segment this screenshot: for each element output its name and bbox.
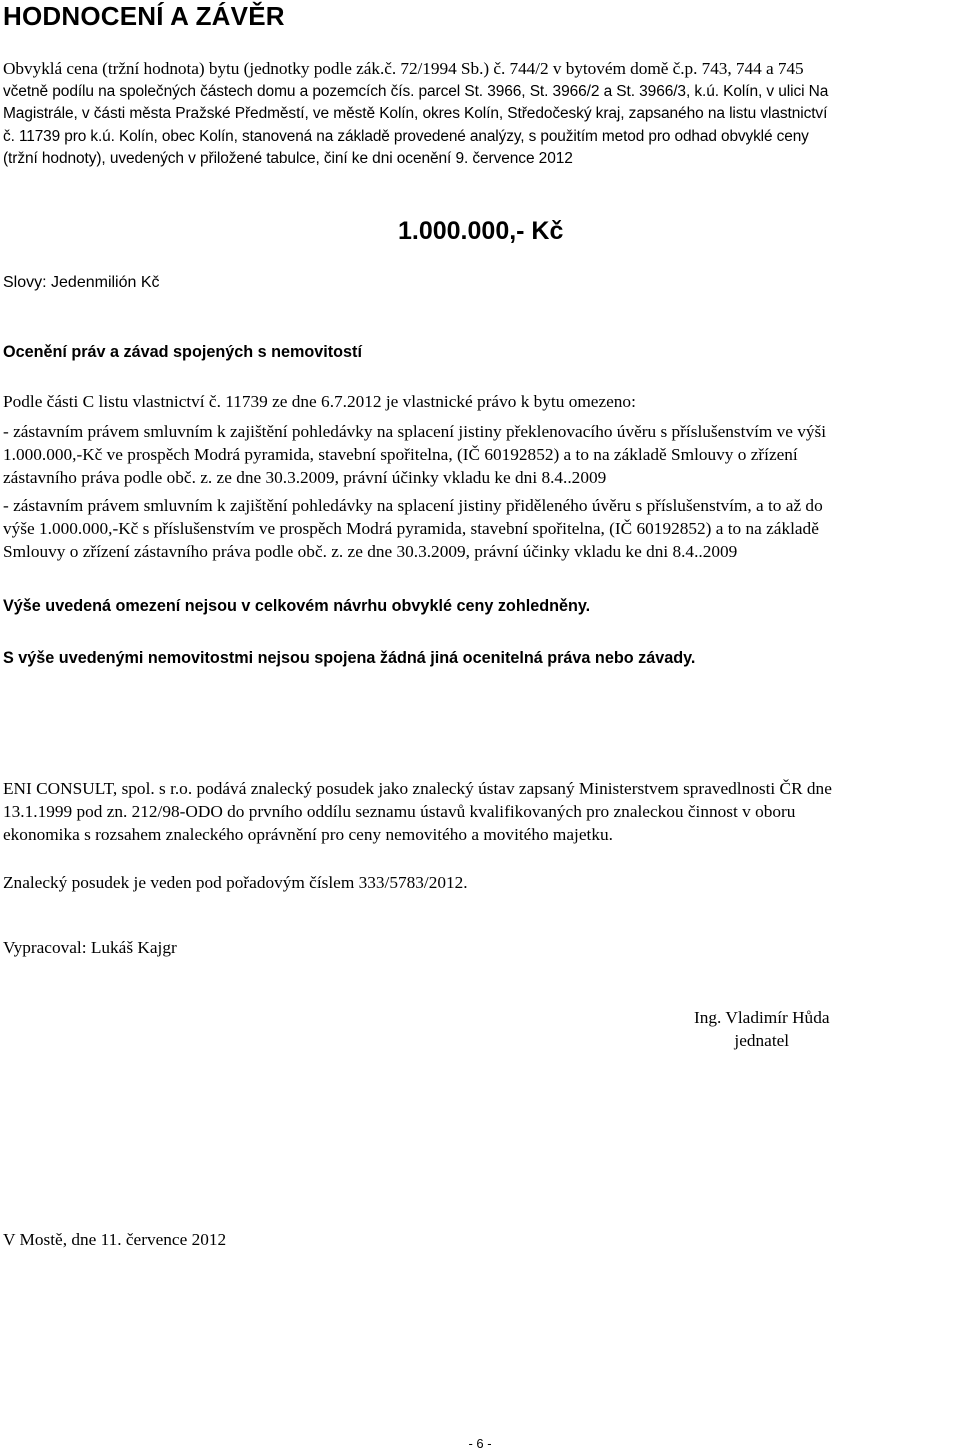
prepared-by: Vypracoval: Lukáš Kajgr xyxy=(3,938,177,957)
register-line: Znalecký posudek je veden pod pořadovým číslem 333/5783/2012. xyxy=(3,873,468,892)
paragraph-line: ekonomika s rozsahem znaleckého oprávnění pro ceny nemovitého a movitého majetku. xyxy=(3,825,613,844)
paragraph-line: včetně podílu na společných částech domu a pozemcích čís. parcel St. 3966, St. 3966/2 a St. 3966/3, k.ú. Kolín, v ulici Na xyxy=(3,82,829,100)
page-title: HODNOCENÍ A ZÁVĚR xyxy=(3,1,285,31)
signature-block xyxy=(694,1006,830,1052)
paragraph-line: - zástavním právem smluvním k zajištění pohledávky na splacení jistiny přiděleného úvěru s příslušenstvím, a to až do xyxy=(3,496,823,515)
amount-in-words: Slovy: Jedenmilión Kč xyxy=(3,274,160,291)
paragraph-line: 1.000.000,-Kč ve prospěch Modrá pyramida, stavební spořitelna, (IČ 60192852) a to na základě Smlouvy o zřízení xyxy=(3,445,798,464)
paragraph-line: (tržní hodnoty), uvedených v přiložené tabulce, činí ke dni ocenění 9. července 2012 xyxy=(3,150,573,167)
page-number: - 6 - xyxy=(468,1436,492,1451)
paragraph-line: Smlouvy o zřízení zástavního práva podle obč. z. ze dne 30.3.2009, právní účinky vkladu ke dni 8.4..2009 xyxy=(3,542,738,561)
signer-name: Ing. Vladimír Hůda xyxy=(694,1008,830,1027)
paragraph-line: č. 11739 pro k.ú. Kolín, obec Kolín, stanovená na základě provedené analýzy, s použitím metod pro odhad obvyklé ceny xyxy=(3,127,809,145)
paragraph-line: výše 1.000.000,-Kč s příslušenstvím ve prospěch Modrá pyramida, stavební spořitelna, (IČ 60192852) a to na základě xyxy=(3,519,819,538)
paragraph-line: Magistrále, v části města Pražské Předměstí, ve městě Kolín, okres Kolín, Středočeský kraj, zapsaného na listu vlastnictví xyxy=(3,105,828,122)
rights-intro: Podle části C listu vlastnictví č. 11739 ze dne 6.7.2012 je vlastnické právo k bytu omezeno: xyxy=(3,392,636,411)
place-and-date: V Mostě, dne 11. července 2012 xyxy=(3,1230,227,1249)
valuation-amount: 1.000.000,- Kč xyxy=(398,217,564,245)
rights-heading: Ocenění práv a závad spojených s nemovitostí xyxy=(3,343,362,361)
paragraph-line: zástavního práva podle obč. z. ze dne 30.3.2009, právní účinky vkladu ke dni 8.4..2009 xyxy=(3,468,607,487)
valuation-paragraph xyxy=(3,58,959,171)
signer-role: jednatel xyxy=(734,1031,790,1050)
paragraph-line: ENI CONSULT, spol. s r.o. podává znalecký posudek jako znalecký ústav zapsaný Ministerstvem spravedlnosti ČR dne xyxy=(3,779,832,798)
paragraph-line: Obvyklá cena (tržní hodnota) bytu (jednotky podle zák.č. 72/1994 Sb.) č. 744/2 v bytovém domě č.p. 743, 744 a 745 xyxy=(3,59,804,78)
note-no-other-rights: S výše uvedenými nemovitostmi nejsou spojena žádná jiná ocenitelná práva nebo závady. xyxy=(3,649,696,667)
paragraph-line: - zástavním právem smluvním k zajištění pohledávky na splacení jistiny překlenovacího úvěru s příslušenstvím ve výši xyxy=(3,422,827,441)
paragraph-line: 13.1.1999 pod zn. 212/98-ODO do prvního oddílu seznamu ústavů kvalifikovaných pro znaleckou činnost v oboru xyxy=(3,802,796,821)
expert-paragraph xyxy=(3,777,832,846)
note-limitations: Výše uvedená omezení nejsou v celkovém návrhu obvyklé ceny zohledněny. xyxy=(3,597,591,615)
lien-entry-1 xyxy=(3,420,826,489)
lien-entry-2 xyxy=(3,494,823,563)
